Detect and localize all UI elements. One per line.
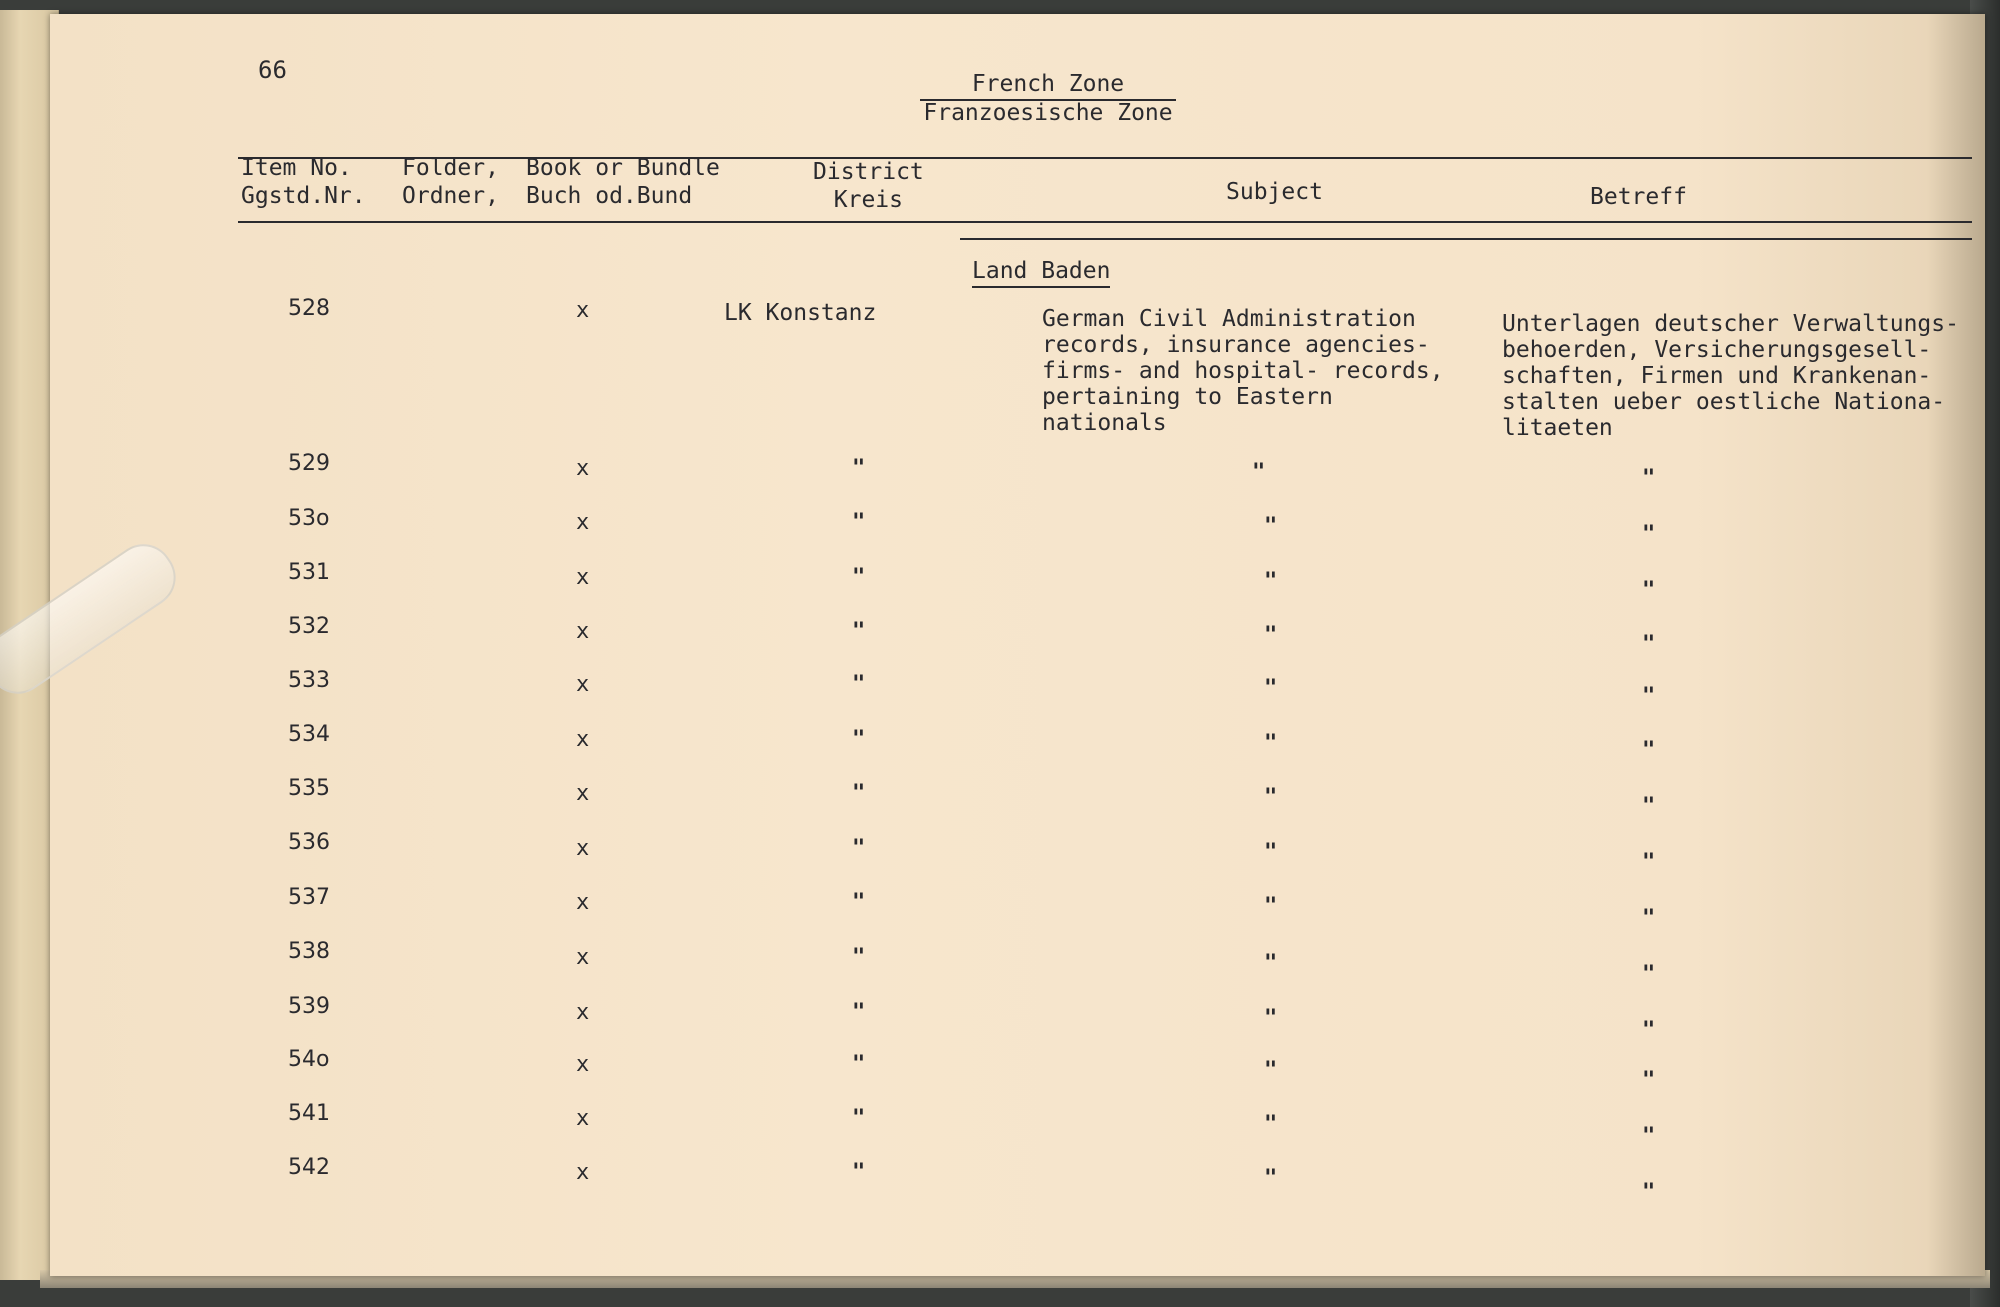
item-number: 53o [288, 506, 330, 531]
district-ditto: " [852, 619, 866, 644]
col-header-book-de: Buch od.Bund [526, 183, 693, 209]
item-number: 531 [288, 560, 330, 585]
district-ditto: " [852, 1000, 866, 1025]
district-ditto: " [852, 781, 866, 806]
subject-ditto: " [1252, 460, 1266, 485]
betreff-ditto: " [1642, 738, 1656, 763]
district-ditto: " [852, 1052, 866, 1077]
item-number: 538 [288, 939, 330, 964]
betreff-ditto: " [1642, 578, 1656, 603]
betreff-ditto: " [1642, 1018, 1656, 1043]
book-mark: x [576, 890, 590, 915]
subject-ditto: " [1264, 1112, 1278, 1137]
header-sub-rule [960, 238, 1972, 240]
district-ditto: " [852, 890, 866, 915]
district-value: LK Konstanz [724, 300, 877, 326]
subject-ditto: " [1264, 731, 1278, 756]
betreff-line: behoerden, Versicherungsgesell- [1502, 337, 1932, 363]
col-header-district-de: Kreis [833, 187, 904, 213]
subject-text [1042, 306, 1462, 436]
betreff-ditto: " [1642, 466, 1656, 491]
subject-ditto: " [1264, 1006, 1278, 1031]
col-header-subject: Subject [1226, 179, 1323, 205]
district-ditto: " [852, 1160, 866, 1185]
col-header-book-en: Book or Bundle [526, 155, 720, 181]
betreff-ditto: " [1642, 962, 1656, 987]
col-header-book [526, 154, 720, 210]
book-mark: x [576, 945, 590, 970]
betreff-line: Unterlagen deutscher Verwaltungs- [1502, 311, 1959, 337]
item-number: 528 [288, 296, 330, 321]
col-header-folder-de: Ordner, [402, 183, 499, 209]
book-mark: x [576, 619, 590, 644]
book-mark: x [576, 298, 590, 323]
district-ditto: " [852, 565, 866, 590]
item-number: 542 [288, 1155, 330, 1180]
item-number: 54o [288, 1047, 330, 1072]
betreff-ditto: " [1642, 794, 1656, 819]
item-number: 541 [288, 1101, 330, 1126]
subject-ditto: " [1264, 894, 1278, 919]
subject-ditto: " [1264, 1166, 1278, 1191]
col-header-item-de: Ggstd.Nr. [241, 183, 366, 209]
subject-line: firms- and hospital- records, [1042, 358, 1444, 384]
betreff-line: schaften, Firmen und Krankenan- [1502, 363, 1932, 389]
col-header-item-en: Item No. [241, 155, 352, 181]
subject-ditto: " [1264, 514, 1278, 539]
col-header-folder-en: Folder, [402, 155, 499, 181]
betreff-ditto: " [1642, 850, 1656, 875]
betreff-text [1502, 311, 1982, 441]
book-mark: x [576, 1160, 590, 1185]
book-mark: x [576, 565, 590, 590]
col-header-district-en: District [813, 159, 924, 185]
book-mark: x [576, 1052, 590, 1077]
book-mark: x [576, 1000, 590, 1025]
item-number: 532 [288, 614, 330, 639]
district-ditto: " [852, 672, 866, 697]
subject-line: German Civil Administration [1042, 306, 1416, 332]
betreff-ditto: " [1642, 906, 1656, 931]
subject-line: records, insurance agencies- [1042, 332, 1430, 358]
subject-ditto: " [1264, 1058, 1278, 1083]
betreff-ditto: " [1642, 1068, 1656, 1093]
item-number: 536 [288, 830, 330, 855]
zone-subtitle: Franzoesische Zone [923, 100, 1173, 126]
book-mark: x [576, 456, 590, 481]
subject-ditto: " [1264, 676, 1278, 701]
betreff-ditto: " [1642, 684, 1656, 709]
district-ditto: " [852, 836, 866, 861]
district-ditto: " [852, 510, 866, 535]
betreff-line: litaeten [1502, 415, 1613, 441]
col-header-folder [402, 154, 499, 210]
district-ditto: " [852, 945, 866, 970]
col-header-item [241, 154, 366, 210]
betreff-ditto: " [1642, 632, 1656, 657]
betreff-ditto: " [1642, 1180, 1656, 1205]
col-header-district [813, 158, 924, 214]
betreff-ditto: " [1642, 1124, 1656, 1149]
subject-ditto: " [1264, 951, 1278, 976]
book-mark: x [576, 727, 590, 752]
item-number: 537 [288, 885, 330, 910]
subject-ditto: " [1264, 785, 1278, 810]
book-mark: x [576, 836, 590, 861]
district-ditto: " [852, 456, 866, 481]
betreff-ditto: " [1642, 522, 1656, 547]
col-header-betreff: Betreff [1590, 184, 1687, 210]
page-number: 66 [258, 56, 287, 84]
book-mark: x [576, 781, 590, 806]
zone-title: French Zone [920, 71, 1176, 101]
item-number: 539 [288, 994, 330, 1019]
item-number: 529 [288, 451, 330, 476]
book-mark: x [576, 1106, 590, 1131]
district-ditto: " [852, 727, 866, 752]
header-bottom-rule [238, 221, 1972, 223]
subject-ditto: " [1264, 840, 1278, 865]
betreff-line: stalten ueber oestliche Nationa- [1502, 389, 1946, 415]
book-mark: x [576, 510, 590, 535]
section-title: Land Baden [972, 258, 1110, 288]
subject-line: pertaining to Eastern [1042, 384, 1333, 410]
subject-ditto: " [1264, 569, 1278, 594]
item-number: 533 [288, 668, 330, 693]
district-ditto: " [852, 1106, 866, 1131]
subject-line: nationals [1042, 410, 1167, 436]
item-number: 534 [288, 722, 330, 747]
subject-ditto: " [1264, 623, 1278, 648]
item-number: 535 [288, 776, 330, 801]
book-mark: x [576, 672, 590, 697]
